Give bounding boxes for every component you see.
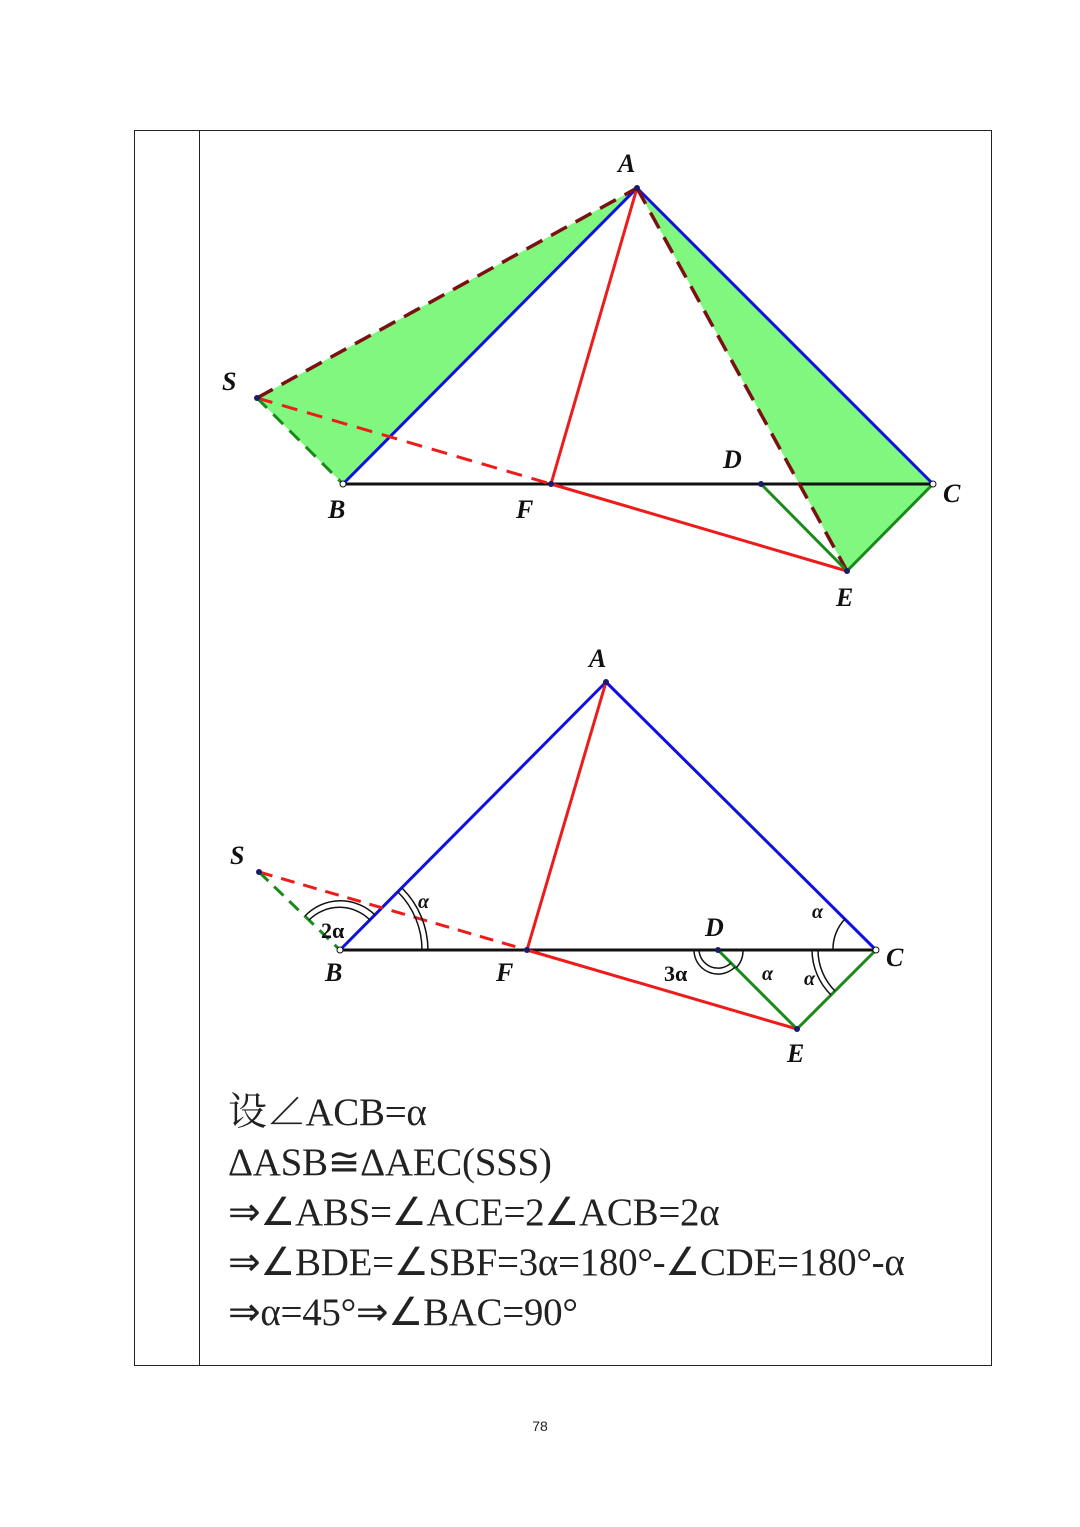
angle-arc-C-bottom	[812, 950, 835, 995]
proof-line-2: ΔASB≅ΔAEC(SSS)	[228, 1141, 552, 1184]
point-D	[715, 947, 721, 953]
label-D: D	[723, 445, 742, 474]
label-F: F	[516, 495, 534, 524]
label-F: F	[496, 958, 514, 987]
triangle-ASB-fill	[257, 188, 637, 484]
angle-label-alpha-D: α	[762, 963, 774, 985]
label-B: B	[328, 495, 346, 524]
label-C: C	[943, 479, 961, 508]
angle-label-three-alpha: 3α	[664, 961, 688, 986]
point-B	[340, 481, 346, 487]
point-C	[930, 481, 936, 487]
angle-label-alpha-C-bottom: α	[804, 968, 816, 990]
angle-label-two-alpha: 2α	[321, 918, 345, 943]
label-C: C	[886, 943, 904, 972]
point-B	[337, 947, 343, 953]
label-A: A	[589, 644, 607, 673]
point-A	[634, 185, 640, 191]
proof-line-4: ⇒∠BDE=∠SBF=3α=180°-∠CDE=180°-α	[228, 1241, 905, 1284]
point-A	[603, 679, 609, 685]
point-E	[844, 568, 850, 574]
label-E: E	[787, 1039, 805, 1068]
point-C	[873, 947, 879, 953]
proof-line-5: ⇒α=45°⇒∠BAC=90°	[228, 1291, 578, 1334]
angle-label-alpha-C-top: α	[812, 901, 824, 923]
segment-SF-dashed	[259, 872, 527, 950]
point-F	[524, 947, 530, 953]
label-D: D	[705, 913, 724, 942]
segment-AC	[606, 682, 876, 950]
label-S: S	[230, 841, 245, 870]
label-E: E	[836, 583, 854, 612]
angle-arc-C-top	[833, 919, 845, 950]
label-S: S	[222, 367, 237, 396]
point-S	[254, 395, 260, 401]
label-A: A	[618, 149, 636, 178]
proof-line-1: 设∠ACB=α	[228, 1091, 427, 1134]
point-F	[548, 481, 554, 487]
point-S	[256, 869, 262, 875]
proof-text	[228, 1088, 978, 1338]
point-E	[794, 1026, 800, 1032]
point-D	[758, 481, 764, 487]
triangle-AEC-fill	[637, 188, 933, 571]
proof-line-3: ⇒∠ABS=∠ACE=2∠ACB=2α	[228, 1191, 720, 1234]
figure-2	[230, 644, 904, 1068]
page-number: 78	[532, 1418, 548, 1434]
angle-arc-D-alpha	[736, 950, 743, 968]
figure-1	[222, 149, 961, 612]
label-B: B	[325, 958, 343, 987]
angle-label-alpha-B: α	[418, 891, 430, 913]
